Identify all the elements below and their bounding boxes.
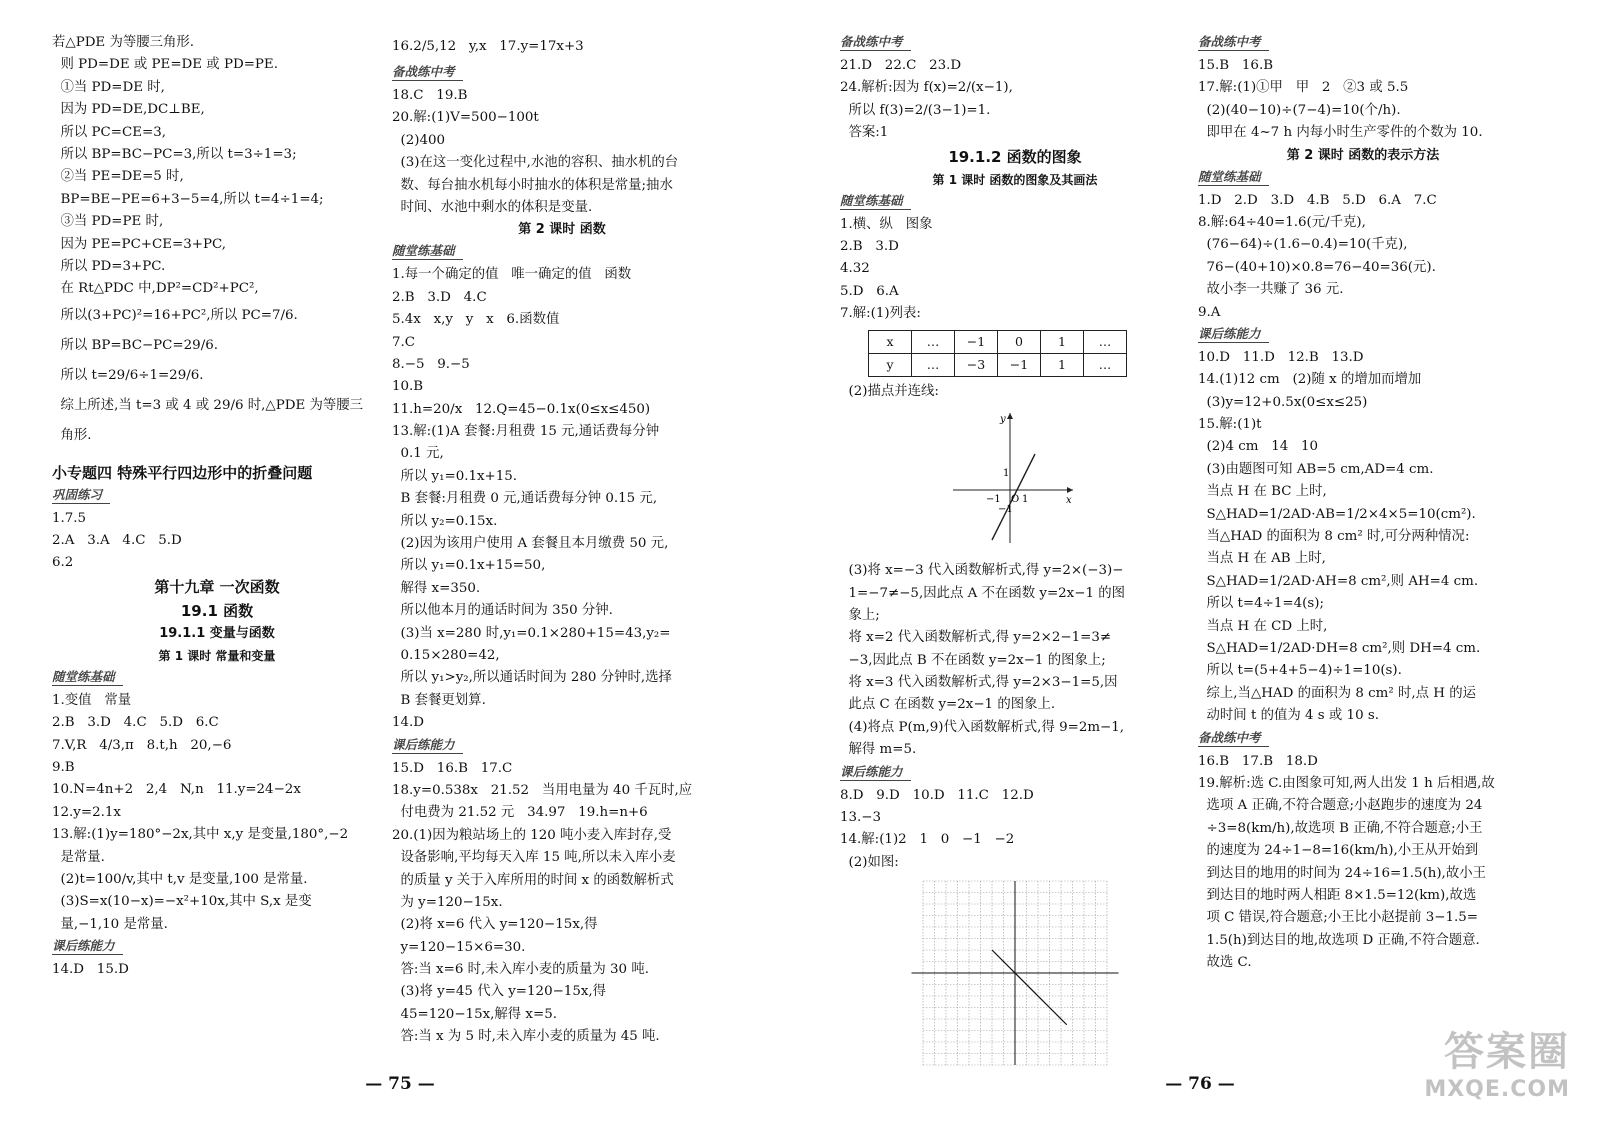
svg-text:O: O (1011, 493, 1020, 505)
text-line: 20.解:(1)V=500−100t (392, 110, 539, 126)
text-line: (3)y=12+0.5x(0≤x≤25) (1198, 394, 1368, 410)
text-line: 设备影响,平均每天入库 15 吨,所以未入库小麦 (392, 850, 676, 866)
text-line: (2)(40−10)÷(7−4)=10(个/h). (1198, 102, 1401, 118)
lesson-title: 第 1 课时 函数的图象及其画法 (932, 172, 1098, 187)
text-line: 1.横、纵 图象 (840, 216, 933, 232)
text-line: 所以 BP=BC−PC=3,所以 t=3÷1=3; (52, 146, 297, 162)
text-line: 所以 PD=3+PC. (52, 258, 166, 274)
text-line: 8.解:64÷40=1.6(元/千克), (1198, 214, 1366, 230)
text-line: 所以 y₂=0.15x. (392, 513, 498, 529)
text-line: 即甲在 4~7 h 内每小时生产零件的个数为 10. (1198, 125, 1483, 141)
text-block (840, 214, 1190, 326)
section-label: 备战练中考 (1198, 730, 1269, 747)
text-line: (3)S=x(10−x)=−x²+10x,其中 S,x 是变 (52, 894, 312, 910)
text-line: 45=120−15x,解得 x=5. (392, 1006, 557, 1022)
text-line: 选项 A 正确,不符合题意;小赵跑步的速度为 24 (1198, 798, 1483, 814)
text-line: 此点 C 在函数 y=2x−1 的图象上. (840, 697, 1056, 713)
text-line: 将 x=2 代入函数解析式,得 y=2×2−1=3≠ (840, 630, 1112, 646)
text-line: 7.C (392, 334, 416, 350)
text-line: ÷3=8(km/h),故选项 B 正确,不符合题意;小王 (1198, 820, 1483, 836)
text-line: BP=BE−PE=6+3−5=4,所以 t=4÷1=4; (52, 191, 324, 207)
graph-line-2x-minus-1 (840, 408, 1190, 556)
table-row (869, 330, 1127, 353)
text-line: 16.B 17.B 18.D (1198, 753, 1318, 769)
table-cell: −1 (998, 353, 1041, 376)
grid-graph (840, 878, 1190, 1076)
text-line: 的质量 y 关于入库所用的时间 x 的函数解析式 (392, 872, 674, 888)
text-line: 2.A 3.A 4.C 5.D (52, 533, 182, 549)
table-cell: … (912, 353, 955, 376)
section-label: 备战练中考 (392, 64, 463, 81)
text-line: 2.B 3.D (840, 238, 899, 254)
table-cell: 1 (1041, 353, 1084, 376)
text-line: 因为 PE=PC+CE=3+PC, (52, 236, 227, 252)
text-line: 象上; (840, 607, 880, 623)
coordinate-graph-1 (948, 408, 1078, 548)
column-3 (840, 32, 1190, 1081)
text-line: 答案:1 (840, 125, 889, 141)
text-block (1198, 190, 1528, 324)
text-line: 综上,当△HAD 的面积为 8 cm² 时,点 H 的运 (1198, 685, 1477, 701)
text-line: 数、每台抽水机每小时抽水的体积是常量;抽水 (392, 177, 673, 193)
column-1 (52, 32, 382, 982)
text-line: 9.B (52, 760, 75, 776)
text-line: 12.y=2.1x (52, 804, 121, 820)
text-block (392, 264, 732, 734)
text-line: 当△HAD 的面积为 8 cm² 时,可分两种情况: (1198, 529, 1470, 545)
text-line: (2)400 (392, 132, 446, 148)
svg-text:1: 1 (1003, 467, 1010, 479)
text-line: −3,因此点 B 不在函数 y=2x−1 的图象上; (840, 652, 1106, 668)
text-line: 10.D 11.D 12.B 13.D (1198, 349, 1364, 365)
text-line: 7.解:(1)列表: (840, 306, 921, 322)
svg-text:1: 1 (1022, 493, 1029, 505)
text-line: 15.解:(1)t (1198, 417, 1262, 433)
text-line: (3)将 y=45 代入 y=120−15x,得 (392, 984, 607, 1000)
text-line: 1.7.5 (52, 510, 87, 526)
text-line: 8.−5 9.−5 (392, 356, 470, 372)
subsection-title: 19.1.2 函数的图象 (948, 147, 1082, 166)
text-line: 所以(3+PC)²=16+PC²,所以 PC=7/6. (52, 307, 298, 323)
text-line: 8.D 9.D 10.D 11.C 12.D (840, 787, 1034, 803)
svg-text:x: x (1066, 494, 1072, 506)
text-line: 到达目的地时两人相距 8×1.5=12(km),故选 (1198, 887, 1477, 903)
text-line: 20.(1)因为粮站场上的 120 吨小麦入库封存,受 (392, 827, 672, 843)
text-line: S△HAD=1/2AD·AB=1/2×4×5=10(cm²). (1198, 506, 1476, 522)
text-line: 7.V,R 4/3,π 8.t,h 20,−6 (52, 737, 232, 753)
topic-title: 小专题四 特殊平行四边形中的折叠问题 (52, 463, 313, 482)
column-4 (1198, 32, 1528, 974)
text-line: 是常量. (52, 849, 105, 865)
text-block (1198, 55, 1528, 145)
text-block (52, 508, 382, 575)
watermark-logo: 答案圈 MXQE.COM (1424, 1029, 1570, 1102)
text-line: 0.1 元, (392, 446, 444, 462)
column-2 (392, 32, 732, 1049)
text-block (392, 32, 732, 62)
text-line: 1.D 2.D 3.D 4.B 5.D 6.A 7.C (1198, 192, 1437, 208)
text-line: 24.解析:因为 f(x)=2/(x−1), (840, 80, 1013, 96)
section-label: 课后练能力 (840, 764, 911, 781)
text-line: 1.变值 常量 (52, 692, 132, 708)
text-line: 15.B 16.B (1198, 58, 1274, 73)
text-line: 为 y=120−15x. (392, 894, 503, 910)
table-cell: x (869, 330, 912, 353)
table-cell: −3 (955, 353, 998, 376)
text-line: (2)将 x=6 代入 y=120−15x,得 (392, 917, 598, 933)
text-line: (2)如图: (840, 854, 899, 870)
text-line: 10.B (392, 379, 424, 395)
section-label: 随堂练基础 (52, 669, 123, 686)
text-block (52, 690, 382, 936)
text-line: 故小李一共赚了 36 元. (1198, 282, 1344, 298)
text-line: 4.32 (840, 261, 870, 277)
text-line: 所以 y₁=0.1x+15. (392, 468, 518, 484)
svg-text:−1: −1 (986, 493, 1001, 505)
right-page (800, 0, 1600, 1122)
table-cell: … (1084, 330, 1127, 353)
text-line: 1.每一个确定的值 唯一确定的值 函数 (392, 267, 632, 283)
section-label: 巩固练习 (52, 487, 110, 504)
text-line: 综上所述,当 t=3 或 4 或 29/6 时,△PDE 为等腰三 (52, 397, 364, 413)
page-number: — 76 — (1165, 1074, 1235, 1094)
text-line: (3)当 x=280 时,y₁=0.1×280+15=43,y₂= (392, 625, 671, 641)
text-line: (3)在这一变化过程中,水池的容积、抽水机的台 (392, 155, 679, 171)
text-block (52, 301, 382, 451)
text-line: y=120−15×6=30. (392, 939, 526, 955)
text-line: 故选 C. (1198, 955, 1252, 971)
text-line: 到达目的地用的时间为 24÷16=1.5(h),故小王 (1198, 865, 1486, 881)
text-block (52, 959, 382, 981)
text-line: 13.−3 (840, 810, 882, 826)
text-line: 所以 y₁=0.1x+15=50, (392, 558, 546, 574)
text-line: 所以 t=4÷1=4(s); (1198, 596, 1324, 612)
text-line: (2)4 cm 14 10 (1198, 439, 1319, 455)
section-label: 课后练能力 (392, 737, 463, 754)
section-label: 备战练中考 (1198, 34, 1269, 51)
text-line: 14.D (392, 715, 425, 731)
text-line: 13.解:(1)y=180°−2x,其中 x,y 是变量,180°,−2 (52, 827, 349, 843)
coordinate-graph-2 (900, 878, 1130, 1068)
text-line: 所以 f(3)=2/(3−1)=1. (840, 102, 991, 118)
text-line: 18.C 19.B (392, 88, 468, 103)
text-line: 所以他本月的通话时间为 350 分钟. (392, 603, 613, 619)
table-cell: … (1084, 353, 1127, 376)
text-block (840, 785, 1190, 875)
text-line: 1=−7≠−5,因此点 A 不在函数 y=2x−1 的图 (840, 585, 1126, 601)
text-line: 答:当 x=6 时,未入库小麦的质量为 30 吨. (392, 962, 649, 978)
text-block (392, 85, 732, 219)
text-line: S△HAD=1/2AD·AH=8 cm²,则 AH=4 cm. (1198, 573, 1479, 589)
text-line: ①当 PD=DE 时, (52, 79, 165, 95)
section-label: 课后练能力 (1198, 326, 1269, 343)
lesson-title: 第 1 课时 常量和变量 (158, 648, 276, 663)
text-line: (2)t=100/v,其中 t,v 是变量,100 是常量. (52, 871, 308, 887)
text-line: 2.B 3.D 4.C 5.D 6.C (52, 715, 219, 731)
table-row (869, 353, 1127, 376)
svg-text:−1: −1 (998, 503, 1013, 515)
text-line: 当点 H 在 BC 上时, (1198, 484, 1327, 500)
text-line: 时间、水池中剩水的体积是变量. (392, 199, 593, 215)
text-line: 19.解析:选 C.由图象可知,两人出发 1 h 后相遇,故 (1198, 775, 1495, 791)
text-line: 所以 t=(5+4+5−4)÷1=10(s). (1198, 663, 1402, 679)
text-line: 当点 H 在 AB 上时, (1198, 551, 1326, 567)
text-line: 21.D 22.C 23.D (840, 58, 962, 73)
text-line: ③当 PD=PE 时, (52, 214, 164, 230)
text-line: 付电费为 21.52 元 34.97 19.h=n+6 (392, 805, 648, 821)
text-line: 量,−1,10 是常量. (52, 916, 168, 932)
lesson-title: 第 2 课时 函数的表示方法 (1286, 147, 1440, 163)
text-line: 16.2/5,12 y,x 17.y=17x+3 (392, 39, 584, 54)
text-line: (4)将点 P(m,9)代入函数解析式,得 9=2m−1, (840, 719, 1125, 735)
text-block (392, 758, 732, 1049)
text-block (840, 381, 1190, 403)
text-line: 动时间 t 的值为 4 s 或 10 s. (1198, 708, 1379, 724)
subsection-title: 19.1.1 变量与函数 (159, 625, 275, 641)
text-line: 解得 x=350. (392, 580, 481, 596)
text-line: (3)将 x=−3 代入函数解析式,得 y=2×(−3)− (840, 563, 1124, 579)
text-line: (2)描点并连线: (840, 384, 939, 400)
text-line: 因为 PD=DE,DC⊥BE, (52, 102, 205, 118)
text-line: B 套餐更划算. (392, 692, 486, 708)
text-line: 9.A (1198, 304, 1221, 320)
text-line: 14.解:(1)2 1 0 −1 −2 (840, 832, 1015, 848)
text-block (840, 560, 1190, 762)
section-title: 19.1 函数 (180, 601, 254, 620)
section-label: 随堂练基础 (392, 243, 463, 260)
text-line: 解得 m=5. (840, 742, 917, 758)
text-block (52, 32, 382, 301)
table-cell: y (869, 353, 912, 376)
section-label: 课后练能力 (52, 938, 123, 955)
text-line: 14.D 15.D (52, 962, 129, 978)
text-line: 答:当 x 为 5 时,未入库小麦的质量为 45 吨. (392, 1029, 660, 1045)
text-line: B 套餐:月租费 0 元,通话费每分钟 0.15 元, (392, 491, 658, 507)
text-line: 所以 t=29/6÷1=29/6. (52, 367, 204, 383)
text-line: S△HAD=1/2AD·DH=8 cm²,则 DH=4 cm. (1198, 640, 1481, 656)
text-line: ②当 PE=DE=5 时, (52, 169, 184, 185)
table-cell: … (912, 330, 955, 353)
section-label: 备战练中考 (840, 34, 911, 51)
text-line: 15.D 16.B 17.C (392, 760, 513, 776)
section-label: 随堂练基础 (1198, 169, 1269, 186)
text-block (840, 55, 1190, 145)
value-table (868, 330, 1127, 378)
section-label: 随堂练基础 (840, 193, 911, 210)
text-block (1198, 751, 1528, 975)
text-line: 项 C 错误,符合题意;小王比小赵提前 3−1.5= (1198, 910, 1479, 926)
text-line: 1.5(h)到达目的地,故选项 D 正确,不符合题意. (1198, 932, 1480, 948)
text-line: 6.2 (52, 555, 74, 571)
text-line: 所以 BP=BC−PC=29/6. (52, 337, 218, 353)
text-line: (76−64)÷(1.6−0.4)=10(千克), (1198, 237, 1408, 253)
text-line: 10.N=4n+2 2,4 N,n 11.y=24−2x (52, 782, 301, 798)
text-line: 所以 y₁>y₂,所以通话时间为 280 分钟时,选择 (392, 670, 672, 686)
text-line: 在 Rt△PDC 中,DP²=CD²+PC², (52, 281, 259, 297)
text-line: 18.y=0.538x 21.52 当用电量为 40 千瓦时,应 (392, 782, 693, 798)
text-line: 0.15×280=42, (392, 647, 500, 663)
text-line: 17.解:(1)①甲 甲 2 ②3 或 5.5 (1198, 80, 1409, 96)
text-line: 角形. (52, 427, 92, 443)
text-line: 所以 PC=CE=3, (52, 124, 167, 140)
svg-text:y: y (1000, 413, 1006, 425)
text-line: 13.解:(1)A 套餐:月租费 15 元,通话费每分钟 (392, 424, 660, 440)
table-cell: 1 (1041, 330, 1084, 353)
table-cell: −1 (955, 330, 998, 353)
text-line: 将 x=3 代入函数解析式,得 y=2×3−1=5,因 (840, 675, 1118, 691)
text-line: 2.B 3.D 4.C (392, 289, 487, 305)
text-line: 5.D 6.A (840, 283, 899, 299)
text-line: 则 PD=DE 或 PE=DE 或 PD=PE. (52, 57, 278, 73)
text-line: 5.4x x,y y x 6.函数值 (392, 312, 560, 328)
text-line: 76−(40+10)×0.8=76−40=36(元). (1198, 259, 1436, 275)
text-line: (3)由题图可知 AB=5 cm,AD=4 cm. (1198, 461, 1434, 477)
table-cell: 0 (998, 330, 1041, 353)
chapter-title: 第十九章 一次函数 (154, 577, 280, 596)
text-line: 若△PDE 为等腰三角形. (52, 35, 195, 50)
text-block (1198, 347, 1528, 728)
text-line: 当点 H 在 CD 上时, (1198, 618, 1328, 634)
text-line: 的速度为 24÷1−8=16(km/h),小王从开始到 (1198, 843, 1479, 859)
lesson-title: 第 2 课时 函数 (518, 222, 606, 238)
text-line: (2)因为该用户使用 A 套餐且本月缴费 50 元, (392, 536, 669, 552)
page-number: — 75 — (365, 1074, 435, 1094)
text-line: 14.(1)12 cm (2)随 x 的增加而增加 (1198, 372, 1422, 388)
text-line: 11.h=20/x 12.Q=45−0.1x(0≤x≤450) (392, 401, 651, 417)
